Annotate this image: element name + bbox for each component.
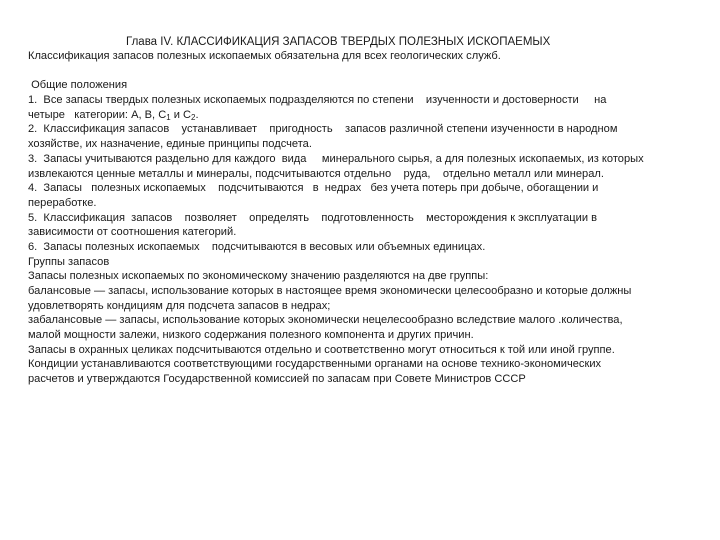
- categories-text-and: и С: [170, 108, 192, 121]
- offbalance-reserves-line-1: забалансовые — запасы, использование которых экономически нецелесообразно вследствие малого .количества,: [28, 314, 623, 327]
- balance-reserves-line-2: удовлетворять кондициям для подсчета запасов в недрах;: [28, 299, 331, 312]
- categories-text: четыре категории: А, В, С: [28, 108, 167, 121]
- paragraph-4-line-2: переработке.: [28, 196, 97, 209]
- paragraph-5-line-1: 5. Классификация запасов позволяет определять подготовленность месторождения к эксплуатации в: [28, 211, 598, 224]
- section-heading-groups: Группы запасов: [28, 255, 110, 268]
- pillar-reserves-line: Запасы в охранных целиках подсчитываются отдельно и соответственно могут относиться к той или иной группе.: [28, 343, 615, 356]
- paragraph-gap: [28, 64, 700, 79]
- chapter-title: Глава IV. КЛАССИФИКАЦИЯ ЗАПАСОВ ТВЕРДЫХ ПОЛЕЗНЫХ ИСКОПАЕМЫХ: [126, 36, 551, 48]
- section-heading-general: Общие положения: [28, 79, 128, 92]
- balance-reserves-line-1: балансовые — запасы, использование которых в настоящее время экономически целесообразно и которые должны: [28, 285, 632, 297]
- paragraph-4-line-1: 4. Запасы полезных ископаемых подсчитываются в недрах без учета потерь при добыче, обогащении и: [28, 182, 599, 195]
- paragraph-3-line-1: 3. Запасы учитываются раздельно для каждого вида минерального сырья, а для полезных ископаемых, из которых: [28, 152, 644, 165]
- paragraph-1-line-1: 1. Все запасы твердых полезных ископаемых подразделяются по степени изученности и достоверности на: [28, 94, 607, 107]
- subscript-2: 2: [191, 112, 196, 122]
- paragraph-5-line-2: зависимости от соотношения категорий.: [28, 226, 237, 239]
- paragraph-2-line-1: 2. Классификация запасов устанавливает пригодность запасов различной степени изученности в народном: [28, 123, 618, 136]
- subscript-1: 1: [166, 112, 171, 122]
- intro-line: Классификация запасов полезных ископаемых обязательна для всех геологических служб.: [28, 50, 501, 62]
- groups-intro-line: Запасы полезных ископаемых по экономическому значению разделяются на две группы:: [28, 270, 489, 283]
- paragraph-2-line-2: хозяйстве, их назначение, единые принципы подсчета.: [28, 138, 312, 151]
- paragraph-3-line-2: извлекаются ценные металлы и минералы, подсчитываются отдельно руда, отдельно металл или минерал.: [28, 167, 604, 180]
- conditions-line-1: Кондиции устанавливаются соответствующими государственными органами на основе технико-экономических: [28, 358, 602, 371]
- offbalance-reserves-line-2: малой мощности залежи, низкого содержания полезного компонента и других причин.: [28, 329, 474, 342]
- paragraph-6-line-1: 6. Запасы полезных ископаемых подсчитываются в весовых или объемных единицах.: [28, 240, 486, 253]
- paragraph-1-line-2: [28, 108, 700, 123]
- conditions-line-2: расчетов и утверждаются Государственной комиссией по запасам при Совете Министров СССР: [28, 373, 526, 386]
- document-body: [28, 49, 700, 387]
- categories-text-end: .: [195, 108, 199, 121]
